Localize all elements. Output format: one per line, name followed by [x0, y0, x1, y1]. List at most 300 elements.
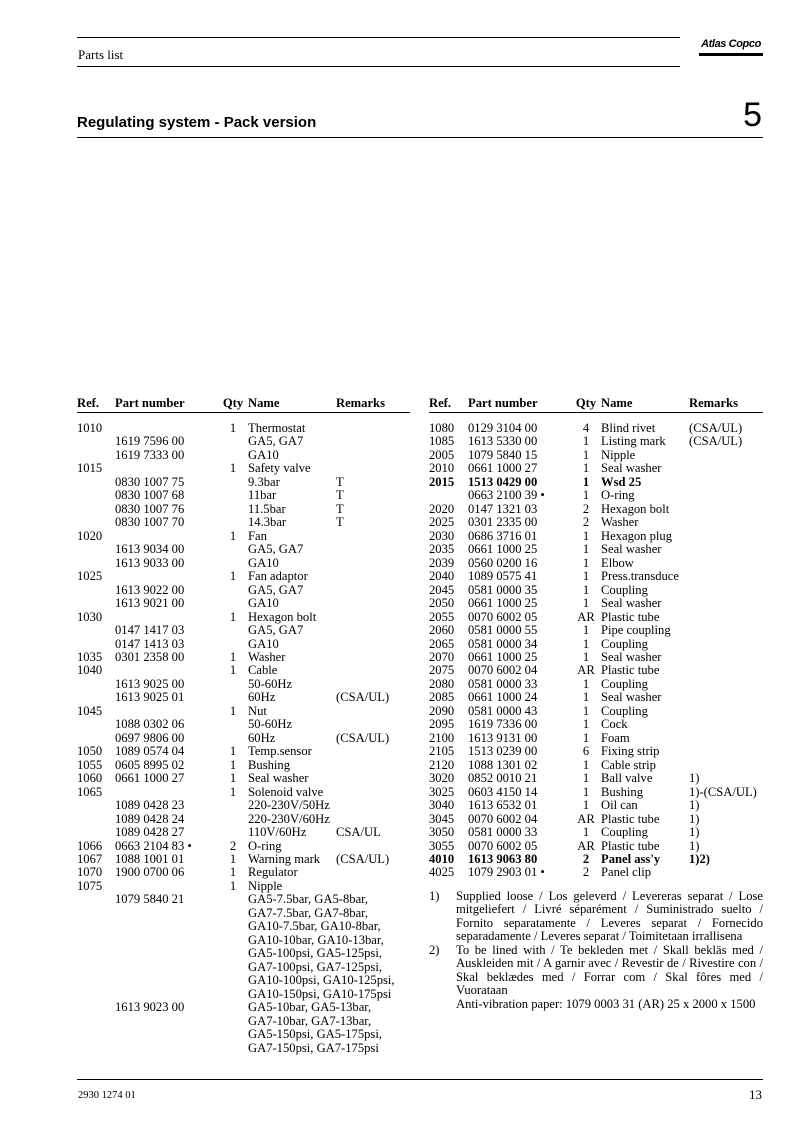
cell-qty: 1	[582, 798, 590, 813]
cell-name: GA7-100psi, GA7-125psi,	[248, 959, 382, 974]
cell-part-number: 1613 9033 00	[115, 555, 185, 570]
cell-name: Nipple	[248, 878, 283, 893]
table-row	[77, 934, 410, 947]
cell-part-number: 0070 6002 05	[468, 609, 538, 624]
cell-name: GA5-7.5bar, GA5-8bar,	[248, 892, 368, 907]
footer-rule	[77, 1079, 763, 1080]
cell-name: Foam	[601, 730, 630, 745]
table-row	[77, 638, 410, 651]
cell-name: Bushing	[601, 784, 643, 799]
cell-part-number: 0147 1417 03	[115, 623, 185, 638]
cell-ref	[77, 718, 115, 731]
cell-name: 50-60Hz	[248, 717, 293, 732]
cell-ref: 3055	[429, 838, 455, 853]
cell-part-number: 0661 1000 27	[468, 461, 538, 476]
cell-name: GA5, GA7	[248, 542, 304, 557]
footnote	[429, 890, 763, 944]
table-row	[77, 988, 410, 1001]
table-row	[429, 624, 763, 637]
cell-qty: 4	[582, 421, 590, 435]
cell-part-number	[115, 920, 218, 933]
cell-ref: 2070	[429, 649, 455, 664]
cell-part-number: 1613 9025 01	[115, 690, 185, 705]
table-row	[77, 570, 410, 583]
cell-qty	[218, 1042, 248, 1055]
cell-name: Coupling	[601, 582, 648, 597]
cell-remarks: 1)	[689, 771, 700, 786]
table-row	[429, 557, 763, 570]
table-row	[429, 732, 763, 745]
cell-qty: 1	[229, 461, 237, 476]
cell-ref: 2050	[429, 596, 455, 611]
cell-ref: 2005	[429, 447, 455, 462]
cell-ref	[77, 1015, 115, 1028]
cell-part-number	[115, 422, 218, 435]
table-row	[77, 543, 410, 556]
cell-part-number: 0661 1000 27	[115, 771, 185, 786]
header-ref: Ref.	[429, 396, 452, 410]
cell-name: Coupling	[601, 825, 648, 840]
cell-ref: 2120	[429, 757, 455, 772]
table-row	[429, 664, 763, 677]
cell-remarks	[336, 786, 410, 799]
logo-bar	[699, 53, 763, 56]
cell-ref: 1070	[77, 865, 103, 880]
cell-name: Seal washer	[601, 690, 662, 705]
section-number: 5	[743, 96, 762, 134]
cell-part-number: 0661 1000 25	[468, 542, 538, 557]
parts-table-right	[429, 396, 763, 1011]
cell-part-number: 1613 5330 00	[468, 434, 538, 449]
table-header-rule	[429, 412, 763, 413]
cell-remarks	[336, 893, 410, 906]
cell-name: GA5, GA7	[248, 434, 304, 449]
header-name: Name	[601, 396, 633, 410]
cell-qty	[218, 557, 248, 570]
cell-qty	[218, 1001, 248, 1014]
cell-name: Wsd 25	[601, 474, 642, 489]
cell-name: GA5-150psi, GA5-175psi,	[248, 1027, 382, 1042]
table-row	[77, 732, 410, 745]
cell-remarks: T	[336, 501, 344, 516]
table-body-right	[429, 422, 763, 880]
cell-qty: 1	[582, 542, 590, 557]
cell-remarks	[336, 772, 410, 785]
cell-remarks	[689, 718, 763, 731]
cell-ref: 1085	[429, 434, 455, 449]
table-row	[77, 907, 410, 920]
cell-part-number: 1613 9023 00	[115, 1000, 185, 1015]
cell-ref: 3045	[429, 811, 455, 826]
cell-name: GA10	[248, 636, 279, 651]
table-row	[429, 462, 763, 475]
table-row	[429, 759, 763, 772]
cell-part-number: 1088 1001 01	[115, 852, 185, 866]
cell-ref	[77, 584, 115, 597]
table-row	[429, 489, 763, 502]
cell-remarks	[689, 651, 763, 664]
cell-qty	[218, 691, 248, 704]
cell-remarks	[689, 664, 763, 677]
cell-remarks	[336, 799, 410, 812]
table-row	[77, 961, 410, 974]
cell-qty: 1	[582, 434, 590, 449]
header-qty: Qty	[222, 396, 244, 410]
cell-qty: 1	[582, 784, 590, 799]
cell-name: GA10	[248, 555, 279, 570]
cell-remarks	[336, 543, 410, 556]
cell-ref: 1020	[77, 528, 103, 543]
cell-name: GA7-10bar, GA7-13bar,	[248, 1013, 372, 1028]
cell-part-number: 0581 0000 33	[468, 676, 538, 691]
cell-ref	[77, 476, 115, 489]
cell-qty	[218, 799, 248, 812]
table-row	[77, 489, 410, 502]
cell-ref: 1075	[77, 878, 103, 893]
cell-ref	[77, 435, 115, 448]
cell-part-number: 1089 0428 24	[115, 811, 185, 826]
cell-part-number: 1089 0575 41	[468, 569, 538, 584]
footnotes	[429, 890, 763, 1011]
cell-remarks: T	[336, 488, 344, 503]
table-row	[429, 786, 763, 799]
cell-remarks	[336, 705, 410, 718]
table-row	[77, 799, 410, 812]
cell-ref: 3020	[429, 771, 455, 786]
table-row	[77, 557, 410, 570]
cell-name: Seal washer	[601, 596, 662, 611]
cell-name: Temp.sensor	[248, 744, 312, 759]
cell-part-number: 1089 0428 23	[115, 798, 185, 813]
cell-name: GA5, GA7	[248, 582, 304, 597]
cell-remarks	[336, 584, 410, 597]
cell-remarks: (CSA/UL)	[689, 434, 743, 449]
table-row	[77, 866, 410, 879]
cell-qty: 2	[582, 865, 590, 880]
cell-qty	[218, 893, 248, 906]
cell-remarks	[689, 557, 763, 570]
table-row	[77, 920, 410, 933]
table-row	[429, 813, 763, 826]
table-row	[429, 745, 763, 758]
cell-part-number: 1613 9025 00	[115, 676, 185, 691]
cell-part-number: 1089 0428 27	[115, 825, 185, 840]
cell-qty: 1	[582, 771, 590, 786]
cell-name: 220-230V/60Hz	[248, 811, 330, 826]
cell-part-number: 0830 1007 75	[115, 474, 185, 489]
cell-remarks: (CSA/UL)	[336, 852, 390, 866]
table-row	[429, 840, 763, 853]
table-row	[429, 678, 763, 691]
cell-part-number: 0605 8995 02	[115, 757, 185, 772]
cell-qty: 1	[582, 649, 590, 664]
cell-name: Coupling	[601, 703, 648, 718]
cell-name: Blind rivet	[601, 421, 656, 435]
cell-remarks	[336, 759, 410, 772]
cell-ref: 1080	[429, 421, 455, 435]
cell-ref: 2075	[429, 663, 455, 678]
cell-name: Plastic tube	[601, 811, 660, 826]
cell-remarks	[336, 988, 410, 1001]
cell-part-number: 0852 0010 21	[468, 771, 538, 786]
cell-name: Nipple	[601, 447, 636, 462]
cell-ref	[77, 732, 115, 745]
header-ref: Ref.	[77, 396, 100, 410]
cell-ref: 1066	[77, 838, 103, 853]
cell-part-number: 1619 7336 00	[468, 717, 538, 732]
table-row	[77, 947, 410, 960]
cell-name: 9.3bar	[248, 474, 280, 489]
parts-table-left	[77, 396, 410, 1055]
table-row	[77, 664, 410, 677]
cell-qty: 1	[582, 636, 590, 651]
header-name: Name	[248, 396, 280, 410]
cell-part-number: 1089 0574 04	[115, 744, 185, 759]
cell-qty	[218, 597, 248, 610]
table-row	[77, 718, 410, 731]
cell-ref: 2095	[429, 717, 455, 732]
cell-name: GA10	[248, 447, 279, 462]
cell-ref: 3050	[429, 825, 455, 840]
cell-part-number: 0070 6002 04	[468, 663, 538, 678]
table-row	[77, 759, 410, 772]
footer-doc-number: 2930 1274 01	[78, 1090, 136, 1101]
cell-remarks	[689, 678, 763, 691]
cell-ref: 2085	[429, 690, 455, 705]
cell-ref	[77, 1001, 115, 1014]
cell-remarks	[336, 718, 410, 731]
cell-part-number: 1613 9034 00	[115, 542, 185, 557]
cell-ref	[77, 907, 115, 920]
cell-ref: 2040	[429, 569, 455, 584]
cell-ref	[77, 893, 115, 906]
cell-ref	[77, 961, 115, 974]
table-row	[77, 462, 410, 475]
cell-qty: 2	[582, 515, 590, 530]
cell-part-number: 1613 6532 01	[468, 798, 538, 813]
cell-name: 11bar	[248, 488, 277, 503]
cell-remarks	[689, 516, 763, 529]
cell-name: Plastic tube	[601, 609, 660, 624]
cell-qty	[218, 920, 248, 933]
cell-name: Plastic tube	[601, 838, 660, 853]
cell-remarks	[336, 638, 410, 651]
table-row	[429, 584, 763, 597]
cell-qty: 1	[582, 825, 590, 840]
cell-ref: 2030	[429, 528, 455, 543]
cell-ref: 1067	[77, 852, 103, 866]
table-header	[429, 396, 763, 411]
cell-name: Washer	[601, 515, 639, 530]
cell-part-number: 1088 0302 06	[115, 717, 185, 732]
cell-part-number: 1079 5840 21	[115, 892, 185, 907]
cell-part-number: 1619 7333 00	[115, 447, 185, 462]
cell-part-number	[115, 530, 218, 543]
table-row	[429, 853, 763, 866]
cell-ref: 2065	[429, 636, 455, 651]
cell-qty	[218, 489, 248, 502]
cell-qty	[218, 516, 248, 529]
cell-remarks: 1)	[689, 825, 700, 840]
table-row	[77, 584, 410, 597]
table-row	[77, 449, 410, 462]
cell-ref	[77, 516, 115, 529]
cell-qty: 1	[582, 488, 590, 503]
table-row	[77, 880, 410, 893]
table-row	[429, 826, 763, 839]
cell-name: Cock	[601, 717, 628, 732]
cell-name: Hexagon bolt	[248, 609, 317, 624]
table-row	[429, 651, 763, 664]
cell-part-number: 0661 1000 25	[468, 649, 538, 664]
cell-part-number: 0830 1007 76	[115, 501, 185, 516]
cell-part-number	[115, 988, 218, 1001]
cell-part-number	[115, 961, 218, 974]
cell-ref: 1040	[77, 663, 103, 678]
cell-ref: 2020	[429, 501, 455, 516]
cell-qty	[218, 826, 248, 839]
cell-ref: 1025	[77, 569, 103, 584]
cell-name: GA10-7.5bar, GA10-8bar,	[248, 919, 381, 934]
cell-part-number	[115, 786, 218, 799]
cell-part-number: 0581 0000 55	[468, 623, 538, 638]
cell-part-number: 0663 2100 39 •	[468, 488, 545, 503]
cell-ref: 2100	[429, 730, 455, 745]
cell-qty: 1	[582, 703, 590, 718]
cell-remarks	[336, 1015, 410, 1028]
table-row	[429, 503, 763, 516]
cell-qty: 1	[229, 609, 237, 624]
cell-part-number: 0581 0000 35	[468, 582, 538, 597]
cell-qty: 1	[582, 757, 590, 772]
cell-remarks: 1)-(CSA/UL)	[689, 784, 757, 799]
cell-remarks: T	[336, 474, 344, 489]
cell-name: Solenoid valve	[248, 784, 324, 799]
cell-qty	[218, 988, 248, 1001]
cell-name: 110V/60Hz	[248, 825, 307, 840]
cell-remarks	[689, 732, 763, 745]
cell-qty	[218, 638, 248, 651]
cell-name: Washer	[248, 649, 286, 664]
cell-qty: 2	[582, 852, 590, 866]
table-row	[77, 786, 410, 799]
cell-name: Ball valve	[601, 771, 653, 786]
cell-name: Seal washer	[248, 771, 309, 786]
cell-ref: 1065	[77, 784, 103, 799]
cell-ref: 1055	[77, 757, 103, 772]
cell-ref: 1060	[77, 771, 103, 786]
cell-ref: 2090	[429, 703, 455, 718]
cell-ref: 2055	[429, 609, 455, 624]
table-row	[77, 503, 410, 516]
cell-remarks: 1)	[689, 838, 700, 853]
cell-part-number: 0830 1007 70	[115, 515, 185, 530]
cell-part-number: 0661 1000 24	[468, 690, 538, 705]
cell-part-number: 1613 9131 00	[468, 730, 538, 745]
table-row	[77, 597, 410, 610]
cell-ref	[77, 813, 115, 826]
table-row	[77, 691, 410, 704]
cell-part-number: 0661 1000 25	[468, 596, 538, 611]
cell-qty: 1	[582, 676, 590, 691]
cell-qty: 1	[582, 623, 590, 638]
cell-qty: 1	[582, 569, 590, 584]
table-row	[429, 570, 763, 583]
cell-qty	[218, 718, 248, 731]
cell-qty: 2	[582, 501, 590, 516]
cell-remarks: (CSA/UL)	[336, 690, 390, 705]
table-row	[77, 893, 410, 906]
cell-qty: 1	[229, 865, 237, 880]
cell-qty: AR	[577, 811, 595, 826]
cell-remarks	[689, 866, 763, 879]
cell-remarks: 1)2)	[689, 852, 710, 866]
cell-name: Cable strip	[601, 757, 656, 772]
cell-part-number: 0070 6002 04	[468, 811, 538, 826]
cell-name: 60Hz	[248, 690, 276, 705]
cell-part-number	[115, 880, 218, 893]
cell-qty: 1	[229, 569, 237, 584]
table-row	[77, 476, 410, 489]
cell-part-number	[115, 611, 218, 624]
cell-name: O-ring	[601, 488, 635, 503]
cell-qty: 1	[582, 461, 590, 476]
cell-remarks	[336, 813, 410, 826]
cell-ref	[77, 934, 115, 947]
cell-ref: 2010	[429, 461, 455, 476]
table-row	[77, 651, 410, 664]
cell-qty	[218, 449, 248, 462]
cell-qty	[218, 503, 248, 516]
cell-qty: 1	[229, 663, 237, 678]
cell-remarks: T	[336, 515, 344, 530]
cell-part-number	[115, 934, 218, 947]
table-row	[429, 772, 763, 785]
cell-remarks	[689, 476, 763, 489]
cell-name: GA10-10bar, GA10-13bar,	[248, 932, 384, 947]
table-row	[77, 435, 410, 448]
cell-qty: AR	[577, 609, 595, 624]
header-remarks: Remarks	[336, 396, 385, 410]
cell-name: Elbow	[601, 555, 634, 570]
cell-name: Seal washer	[601, 542, 662, 557]
cell-remarks	[336, 934, 410, 947]
cell-ref	[77, 638, 115, 651]
cell-ref	[429, 489, 468, 502]
cell-remarks	[336, 651, 410, 664]
table-row	[429, 705, 763, 718]
cell-qty	[218, 584, 248, 597]
cell-name: GA5-100psi, GA5-125psi,	[248, 946, 382, 961]
cell-part-number: 1088 1301 02	[468, 757, 538, 772]
cell-name: GA10-150psi, GA10-175psi	[248, 986, 392, 1001]
cell-remarks	[689, 691, 763, 704]
cell-remarks	[336, 530, 410, 543]
cell-ref	[77, 678, 115, 691]
cell-name: Listing mark	[601, 434, 666, 449]
cell-ref	[77, 947, 115, 960]
cell-qty	[218, 907, 248, 920]
cell-name: Fan	[248, 528, 267, 543]
cell-qty: 1	[229, 784, 237, 799]
cell-qty	[218, 678, 248, 691]
cell-name: Oil can	[601, 798, 638, 813]
cell-remarks	[336, 880, 410, 893]
anti-vibration-note: Anti-vibration paper: 1079 0003 31 (AR) 25 x 2000 x 1500	[456, 996, 756, 1011]
footnote-number: 2)	[429, 942, 440, 957]
cell-ref	[77, 449, 115, 462]
header-part-number: Part number	[468, 396, 538, 410]
